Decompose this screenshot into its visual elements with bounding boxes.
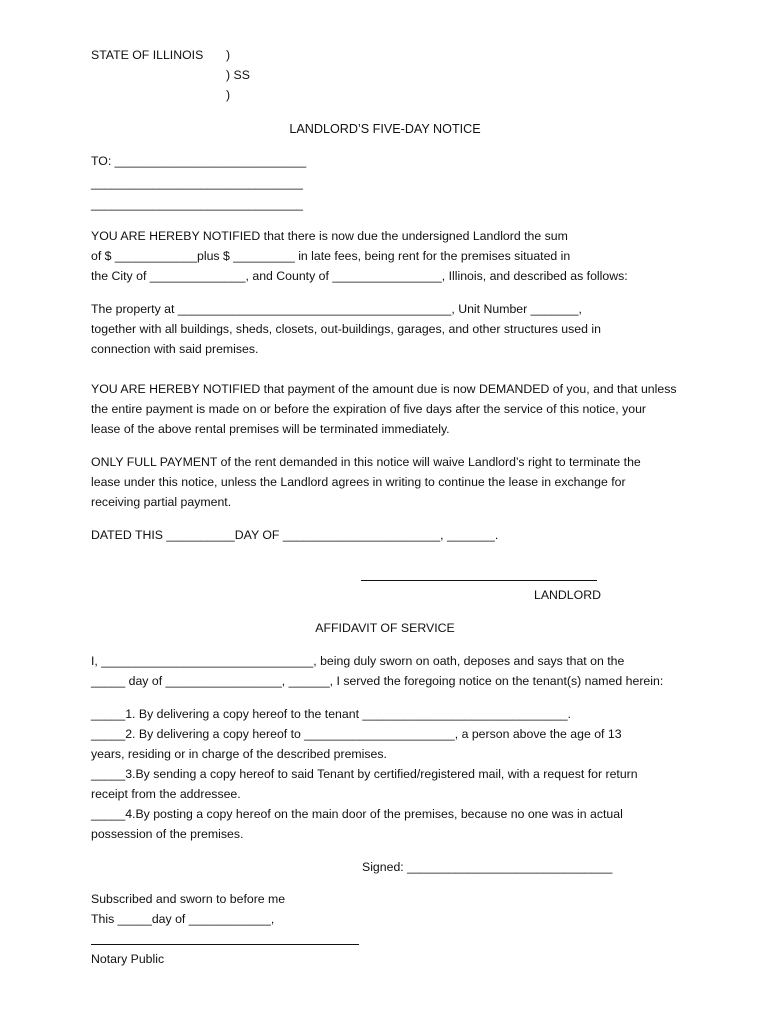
full-payment-text: receiving partial payment. [91,495,232,509]
notice-text: YOU ARE HEREBY NOTIFIED that there is now due the undersigned Landlord the sum [91,229,568,243]
affidavit-title: AFFIDAVIT OF SERVICE [315,621,455,635]
dated-line: DATED THIS __________DAY OF _______________________, _______. [91,528,499,542]
notice-text: the City of ______________, and County of ________________, Illinois, and described as follows: [91,269,628,283]
service-method: _____3.By sending a copy hereof to said Tenant by certified/registered mail, with a request for return [91,767,638,781]
service-method: possession of the premises. [91,827,244,841]
property-text: The property at ________________________________________, Unit Number _______, [91,302,582,316]
signed-line: Signed: ______________________________ [362,860,613,874]
service-method: years, residing or in charge of the described premises. [91,747,387,761]
notary-date-line: This _____day of ____________, [91,912,275,926]
state-heading: STATE OF ILLINOIS [91,48,204,62]
notary-subscribed: Subscribed and sworn to before me [91,892,286,906]
full-payment-text: lease under this notice, unless the Landlord agrees in writing to continue the lease in exchange for [91,475,626,489]
document-title: LANDLORD’S FIVE-DAY NOTICE [289,122,481,136]
service-method: _____2. By delivering a copy hereof to ______________________, a person above the age of 13 [91,727,622,741]
to-line: TO: ____________________________ [91,154,307,168]
paren-mark: ) [226,88,231,102]
landlord-signature-line [361,580,597,581]
ss-mark: ) SS [226,68,250,82]
demand-text: the entire payment is made on or before the expiration of five days after the service of this notice, your [91,402,647,416]
demand-text: lease of the above rental premises will be terminated immediately. [91,422,450,436]
affidavit-intro: _____ day of _________________, ______, I served the foregoing notice on the tenant(s) named herein: [91,674,664,688]
demand-text: YOU ARE HEREBY NOTIFIED that payment of the amount due is now DEMANDED of you, and that unless [91,382,677,396]
service-method: _____4.By posting a copy hereof on the main door of the premises, because no one was in actual [91,807,623,821]
service-method: _____1. By delivering a copy hereof to the tenant ______________________________. [91,707,571,721]
landlord-label: LANDLORD [534,588,601,602]
affidavit-intro: I, _______________________________, being duly sworn on oath, deposes and says that on the [91,654,625,668]
property-text: together with all buildings, sheds, closets, out-buildings, garages, and other structures used in [91,322,601,336]
notice-text: of $ ____________plus $ _________ in late fees, being rent for the premises situated in [91,249,571,263]
notary-label: Notary Public [91,952,165,966]
to-line: _______________________________ [91,197,304,211]
notary-signature-line [91,944,359,945]
property-text: connection with said premises. [91,342,259,356]
full-payment-text: ONLY FULL PAYMENT of the rent demanded in this notice will waive Landlord’s right to terminate the [91,455,641,469]
paren-mark: ) [226,48,231,62]
service-method: receipt from the addressee. [91,787,241,801]
to-line: _______________________________ [91,176,304,190]
